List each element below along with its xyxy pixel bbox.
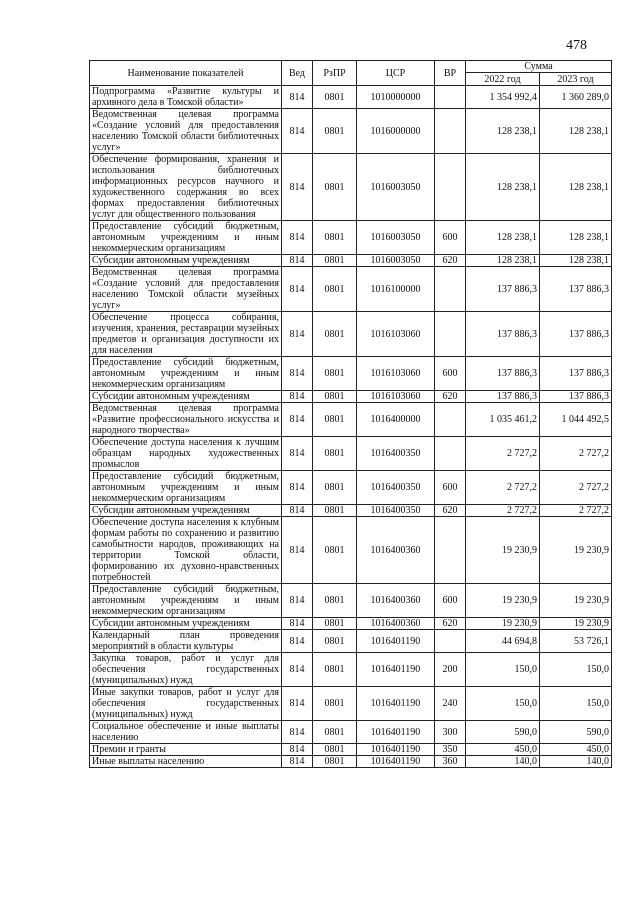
row-sum-2023: 128 238,1 xyxy=(540,154,612,221)
row-sum-2023: 1 044 492,5 xyxy=(540,403,612,437)
row-ved: 814 xyxy=(282,517,313,584)
row-sum-2022: 137 886,3 xyxy=(466,267,540,312)
row-sum-2023: 128 238,1 xyxy=(540,109,612,154)
row-name: Иные закупки товаров, работ и услуг для обеспечения государственных (муниципальных) нужд xyxy=(90,687,282,721)
header-ved: Вед xyxy=(282,61,313,86)
row-vr: 620 xyxy=(435,255,466,267)
row-csr: 1016400360 xyxy=(357,618,435,630)
row-vr xyxy=(435,630,466,653)
row-name: Премии и гранты xyxy=(90,744,282,756)
row-ved: 814 xyxy=(282,86,313,109)
row-sum-2023: 1 360 289,0 xyxy=(540,86,612,109)
row-sum-2022: 128 238,1 xyxy=(466,109,540,154)
row-rzpr: 0801 xyxy=(313,687,357,721)
row-rzpr: 0801 xyxy=(313,721,357,744)
row-sum-2023: 137 886,3 xyxy=(540,267,612,312)
table-row xyxy=(90,312,612,357)
row-ved: 814 xyxy=(282,221,313,255)
row-csr: 1016400350 xyxy=(357,505,435,517)
row-ved: 814 xyxy=(282,471,313,505)
row-rzpr: 0801 xyxy=(313,109,357,154)
row-sum-2023: 137 886,3 xyxy=(540,312,612,357)
row-ved: 814 xyxy=(282,403,313,437)
row-name: Субсидии автономным учреждениям xyxy=(90,391,282,403)
row-name: Предоставление субсидий бюджетным, автономным учреждениям и иным некоммерческим организациям xyxy=(90,357,282,391)
row-sum-2023: 2 727,2 xyxy=(540,505,612,517)
row-csr: 1016400000 xyxy=(357,403,435,437)
row-sum-2023: 2 727,2 xyxy=(540,471,612,505)
table-row xyxy=(90,687,612,721)
table-row xyxy=(90,721,612,744)
row-rzpr: 0801 xyxy=(313,357,357,391)
row-sum-2022: 150,0 xyxy=(466,653,540,687)
row-vr xyxy=(435,109,466,154)
table-row xyxy=(90,391,612,403)
row-sum-2022: 44 694,8 xyxy=(466,630,540,653)
row-rzpr: 0801 xyxy=(313,267,357,312)
row-vr xyxy=(435,267,466,312)
row-ved: 814 xyxy=(282,109,313,154)
table-row xyxy=(90,584,612,618)
row-sum-2022: 19 230,9 xyxy=(466,584,540,618)
row-csr: 1016401190 xyxy=(357,630,435,653)
row-ved: 814 xyxy=(282,618,313,630)
table-row xyxy=(90,630,612,653)
row-sum-2022: 19 230,9 xyxy=(466,618,540,630)
table-row xyxy=(90,756,612,768)
budget-table xyxy=(89,60,612,768)
row-sum-2023: 128 238,1 xyxy=(540,221,612,255)
row-rzpr: 0801 xyxy=(313,618,357,630)
table-row xyxy=(90,86,612,109)
header-vr: ВР xyxy=(435,61,466,86)
header-sum: Сумма xyxy=(466,61,612,73)
row-csr: 1016400360 xyxy=(357,584,435,618)
row-vr xyxy=(435,437,466,471)
row-name: Субсидии автономным учреждениям xyxy=(90,505,282,517)
row-csr: 1016400360 xyxy=(357,517,435,584)
table-row xyxy=(90,267,612,312)
row-sum-2023: 137 886,3 xyxy=(540,391,612,403)
row-csr: 1016003050 xyxy=(357,154,435,221)
row-csr: 1016103060 xyxy=(357,312,435,357)
row-name: Ведомственная целевая программа «Создание условий для предоставления населению Томской области музейных услуг» xyxy=(90,267,282,312)
row-vr: 620 xyxy=(435,505,466,517)
row-name: Социальное обеспечение и иные выплаты населению xyxy=(90,721,282,744)
row-rzpr: 0801 xyxy=(313,86,357,109)
row-rzpr: 0801 xyxy=(313,505,357,517)
row-csr: 1016400350 xyxy=(357,437,435,471)
row-csr: 1010000000 xyxy=(357,86,435,109)
row-name: Ведомственная целевая программа «Создание условий для предоставления населению Томской области библиотечных услуг» xyxy=(90,109,282,154)
row-ved: 814 xyxy=(282,312,313,357)
row-name: Предоставление субсидий бюджетным, автономным учреждениям и иным некоммерческим организациям xyxy=(90,471,282,505)
row-sum-2022: 2 727,2 xyxy=(466,437,540,471)
row-ved: 814 xyxy=(282,756,313,768)
row-sum-2023: 19 230,9 xyxy=(540,584,612,618)
row-vr xyxy=(435,312,466,357)
row-rzpr: 0801 xyxy=(313,517,357,584)
row-ved: 814 xyxy=(282,437,313,471)
header-rzpr: РзПР xyxy=(313,61,357,86)
row-csr: 1016100000 xyxy=(357,267,435,312)
row-ved: 814 xyxy=(282,505,313,517)
row-vr: 600 xyxy=(435,221,466,255)
row-vr: 200 xyxy=(435,653,466,687)
row-sum-2022: 1 035 461,2 xyxy=(466,403,540,437)
header-csr: ЦСР xyxy=(357,61,435,86)
table-row xyxy=(90,517,612,584)
row-sum-2022: 2 727,2 xyxy=(466,505,540,517)
row-sum-2023: 19 230,9 xyxy=(540,618,612,630)
row-sum-2023: 53 726,1 xyxy=(540,630,612,653)
row-rzpr: 0801 xyxy=(313,221,357,255)
row-vr xyxy=(435,86,466,109)
row-csr: 1016401190 xyxy=(357,756,435,768)
row-sum-2023: 150,0 xyxy=(540,687,612,721)
row-csr: 1016401190 xyxy=(357,687,435,721)
row-ved: 814 xyxy=(282,630,313,653)
row-rzpr: 0801 xyxy=(313,630,357,653)
row-sum-2022: 128 238,1 xyxy=(466,221,540,255)
row-csr: 1016003050 xyxy=(357,221,435,255)
table-row xyxy=(90,744,612,756)
row-sum-2023: 450,0 xyxy=(540,744,612,756)
row-name: Предоставление субсидий бюджетным, автономным учреждениям и иным некоммерческим организациям xyxy=(90,221,282,255)
row-sum-2022: 137 886,3 xyxy=(466,312,540,357)
row-vr: 240 xyxy=(435,687,466,721)
row-ved: 814 xyxy=(282,687,313,721)
row-sum-2023: 590,0 xyxy=(540,721,612,744)
page-number: 478 xyxy=(566,38,587,53)
row-name: Календарный план проведения мероприятий в области культуры xyxy=(90,630,282,653)
row-rzpr: 0801 xyxy=(313,312,357,357)
row-sum-2023: 140,0 xyxy=(540,756,612,768)
row-sum-2023: 150,0 xyxy=(540,653,612,687)
table-row xyxy=(90,505,612,517)
table-row xyxy=(90,255,612,267)
row-sum-2023: 19 230,9 xyxy=(540,517,612,584)
row-csr: 1016400350 xyxy=(357,471,435,505)
row-sum-2022: 1 354 992,4 xyxy=(466,86,540,109)
row-vr: 350 xyxy=(435,744,466,756)
header-name: Наименование показателей xyxy=(90,61,282,86)
row-name: Предоставление субсидий бюджетным, автономным учреждениям и иным некоммерческим организациям xyxy=(90,584,282,618)
row-vr: 600 xyxy=(435,584,466,618)
row-ved: 814 xyxy=(282,584,313,618)
row-name: Обеспечение доступа населения к лучшим образцам народных художественных промыслов xyxy=(90,437,282,471)
row-ved: 814 xyxy=(282,267,313,312)
row-ved: 814 xyxy=(282,744,313,756)
row-sum-2023: 128 238,1 xyxy=(540,255,612,267)
row-ved: 814 xyxy=(282,721,313,744)
row-name: Обеспечение процесса собирания, изучения, хранения, реставрации музейных предметов и организация доступности их для населения xyxy=(90,312,282,357)
row-name: Обеспечение доступа населения к клубным формам работы по сохранению и развитию самобытности народов, проживающих на территории Томской области, формированию их духовно-нравственных потребностей xyxy=(90,517,282,584)
row-sum-2023: 2 727,2 xyxy=(540,437,612,471)
row-ved: 814 xyxy=(282,255,313,267)
row-rzpr: 0801 xyxy=(313,756,357,768)
row-vr: 360 xyxy=(435,756,466,768)
row-rzpr: 0801 xyxy=(313,653,357,687)
table-body xyxy=(90,86,612,768)
table-row xyxy=(90,653,612,687)
row-name: Закупка товаров, работ и услуг для обеспечения государственных (муниципальных) нужд xyxy=(90,653,282,687)
row-sum-2023: 137 886,3 xyxy=(540,357,612,391)
row-csr: 1016000000 xyxy=(357,109,435,154)
row-csr: 1016401190 xyxy=(357,721,435,744)
row-csr: 1016103060 xyxy=(357,391,435,403)
row-vr xyxy=(435,403,466,437)
row-vr xyxy=(435,154,466,221)
row-csr: 1016401190 xyxy=(357,653,435,687)
table-row xyxy=(90,437,612,471)
table-row xyxy=(90,109,612,154)
row-csr: 1016003050 xyxy=(357,255,435,267)
table-row xyxy=(90,357,612,391)
header-year-2023: 2023 год xyxy=(540,73,612,86)
row-sum-2022: 137 886,3 xyxy=(466,357,540,391)
row-name: Обеспечение формирования, хранения и использования библиотечных информационных ресурсов научного и художественного содержания во всех формах предоставления библиотечных услуг для общественного пользования xyxy=(90,154,282,221)
table-row xyxy=(90,154,612,221)
row-name: Субсидии автономным учреждениям xyxy=(90,618,282,630)
row-rzpr: 0801 xyxy=(313,403,357,437)
table-header xyxy=(90,61,612,86)
row-sum-2022: 128 238,1 xyxy=(466,255,540,267)
row-vr: 620 xyxy=(435,618,466,630)
row-csr: 1016401190 xyxy=(357,744,435,756)
row-sum-2022: 150,0 xyxy=(466,687,540,721)
table-row xyxy=(90,403,612,437)
row-name: Подпрограмма «Развитие культуры и архивного дела в Томской области» xyxy=(90,86,282,109)
row-name: Иные выплаты населению xyxy=(90,756,282,768)
table-row xyxy=(90,618,612,630)
table-row xyxy=(90,221,612,255)
row-csr: 1016103060 xyxy=(357,357,435,391)
table-row xyxy=(90,471,612,505)
row-rzpr: 0801 xyxy=(313,255,357,267)
row-ved: 814 xyxy=(282,154,313,221)
row-rzpr: 0801 xyxy=(313,154,357,221)
row-vr: 620 xyxy=(435,391,466,403)
row-vr: 600 xyxy=(435,357,466,391)
row-name: Ведомственная целевая программа «Развитие профессионального искусства и народного творчества» xyxy=(90,403,282,437)
row-sum-2022: 450,0 xyxy=(466,744,540,756)
row-sum-2022: 2 727,2 xyxy=(466,471,540,505)
row-sum-2022: 137 886,3 xyxy=(466,391,540,403)
row-vr: 600 xyxy=(435,471,466,505)
row-ved: 814 xyxy=(282,653,313,687)
row-rzpr: 0801 xyxy=(313,391,357,403)
row-rzpr: 0801 xyxy=(313,437,357,471)
row-rzpr: 0801 xyxy=(313,584,357,618)
row-rzpr: 0801 xyxy=(313,471,357,505)
row-sum-2022: 19 230,9 xyxy=(466,517,540,584)
row-ved: 814 xyxy=(282,391,313,403)
row-name: Субсидии автономным учреждениям xyxy=(90,255,282,267)
header-year-2022: 2022 год xyxy=(466,73,540,86)
row-sum-2022: 590,0 xyxy=(466,721,540,744)
row-rzpr: 0801 xyxy=(313,744,357,756)
row-ved: 814 xyxy=(282,357,313,391)
row-sum-2022: 128 238,1 xyxy=(466,154,540,221)
row-sum-2022: 140,0 xyxy=(466,756,540,768)
row-vr: 300 xyxy=(435,721,466,744)
row-vr xyxy=(435,517,466,584)
